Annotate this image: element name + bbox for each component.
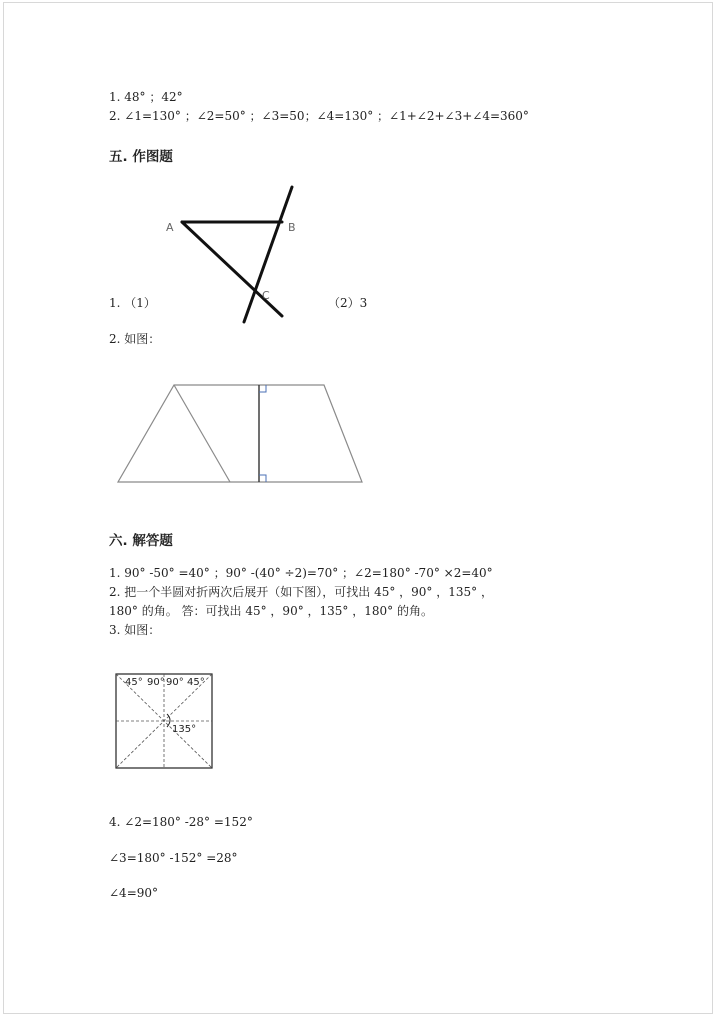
answer-5-1-part1: 1. （1） — [109, 296, 156, 310]
answer-6-1: 1. 90° -50° =40° ；90° -(40° ÷2)=70° ；∠2=180° -70° ×2=40° — [109, 566, 493, 580]
label-45-left: 45° — [125, 677, 143, 688]
answer-6-4c: ∠4=90° — [109, 886, 159, 900]
label-b: B — [288, 221, 296, 234]
label-a: A — [166, 221, 174, 234]
folded-paper-figure — [112, 670, 216, 774]
trapezoid-figure — [112, 378, 368, 488]
label-90-left: 90° — [147, 677, 165, 688]
label-135: 135° — [172, 724, 197, 735]
answer-6-2b: 180° 的角。 答：可找出 45° ，90° ，135° ，180° 的角。 — [109, 604, 433, 618]
triangle-figure — [160, 180, 310, 330]
section-6-heading: 六. 解答题 — [109, 533, 173, 549]
section-5-heading: 五. 作图题 — [109, 149, 173, 165]
answer-5-2: 2. 如图： — [109, 332, 161, 346]
answer-6-4a: 4. ∠2=180° -28° =152° — [109, 815, 253, 829]
answer-6-2a: 2. 把一个半圆对折两次后展开（如下图），可找出 45° ，90° ，135° ， — [109, 585, 493, 599]
label-c: C — [262, 289, 270, 302]
answer-4-2: 2. ∠1=130° ；∠2=50° ；∠3=50；∠4=130° ；∠1+∠2+∠3+∠4=360° — [109, 109, 529, 123]
label-45-right: 45° — [187, 677, 205, 688]
label-90-right: 90° — [166, 677, 184, 688]
answer-4-1: 1. 48° ；42° — [109, 90, 183, 104]
answer-5-1-part2: （2）3 — [328, 296, 368, 310]
answer-6-4b: ∠3=180° -152° =28° — [109, 851, 238, 865]
answer-6-3: 3. 如图： — [109, 623, 161, 637]
